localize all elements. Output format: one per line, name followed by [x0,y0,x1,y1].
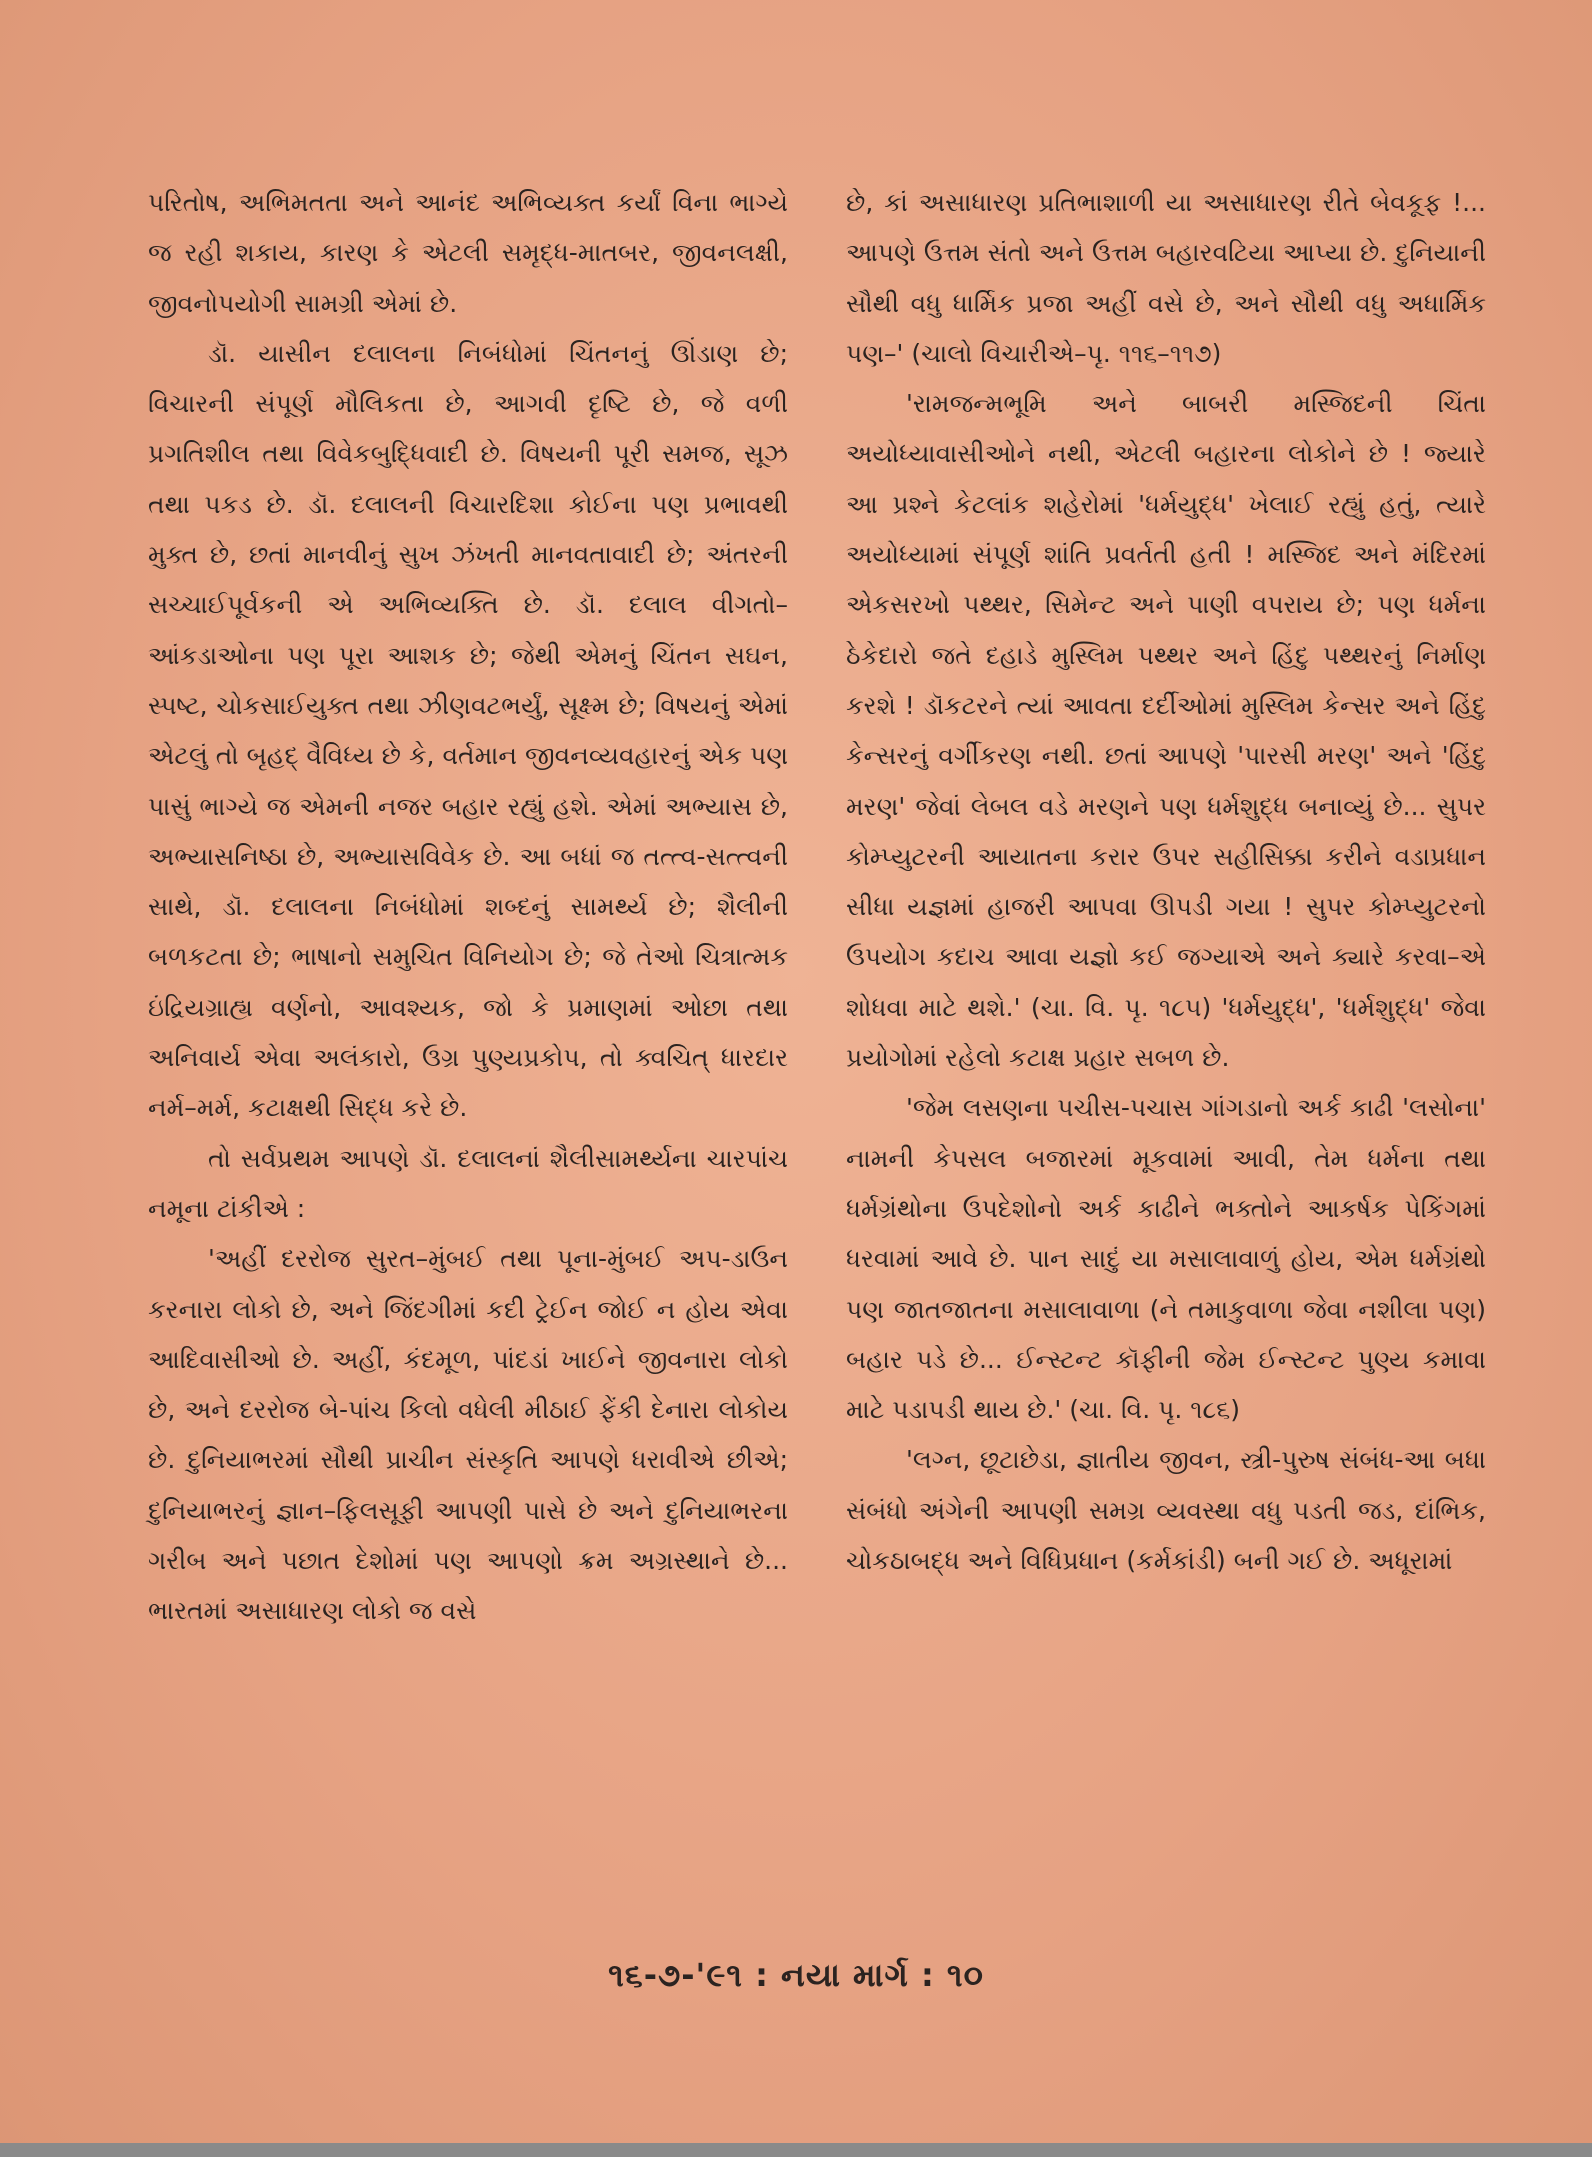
page-footer: ૧૬-૭-'૯૧ : નયા માર્ગ : ૧૦ [608,1956,984,1994]
paragraph: 'અહીં દરરોજ સુરત–મુંબઈ તથા પૂના-મુંબઈ અપ-ડાઉન કરનારા લોકો છે, અને જિંદગીમાં કદી ટ્રેઈન જોઈ ન હોય એવા આદિવાસીઓ છે. અહીં, કંદમૂળ, પાંદડાં ખાઈને જીવનારા લોકો છે, અને દરરોજ બે-પાંચ કિલો વધેલી મીઠાઈ ફેંકી દેનારા લોકોય છે. દુનિયાભરમાં સૌથી પ્રાચીન સંસ્કૃતિ આપણે ધરાવીએ છીએ; દુનિયાભરનું જ્ઞાન–ફિલસૂફી આપણી પાસે છે અને દુનિયાભરના ગરીબ અને પછાત દેશોમાં પણ આપણો ક્રમ અગ્રસ્થાને છે... ભારતમાં અસાધારણ લોકો જ વસે [148,1244,788,1626]
left-column [148,178,788,1637]
paragraph: પરિતોષ, અભિમતતા અને આનંદ અભિવ્યક્ત કર્યાં વિના ભાગ્યે જ રહી શકાય, કારણ કે એટલી સમૃદ્ધ-માતબર, જીવનલક્ષી, જીવનોપયોગી સામગ્રી એમાં છે. [148,188,788,318]
paragraph: છે, કાં અસાધારણ પ્રતિભાશાળી યા અસાધારણ રીતે બેવકૂફ !... આપણે ઉત્તમ સંતો અને ઉત્તમ બહારવટિયા આપ્યા છે. દુનિયાની સૌથી વધુ ધાર્મિક પ્રજા અહીં વસે છે, અને સૌથી વધુ અધાર્મિક પણ–' (ચાલો વિચારીએ–પૃ. ૧૧૬–૧૧૭) [846,188,1486,368]
paragraph: 'લગ્ન, છૂટાછેડા, જ્ઞાતીય જીવન, સ્ત્રી-પુરુષ સંબંધ-આ બધા સંબંધો અંગેની આપણી સમગ્ર વ્યવસ્થા વધુ પડતી જડ, દાંભિક, ચોકઠાબદ્ધ અને વિધિપ્રધાન (કર્મકાંડી) બની ગઈ છે. અધૂરામાં [846,1445,1486,1576]
paragraph: ડૉ. યાસીન દલાલના નિબંધોમાં ચિંતનનું ઊંડાણ છે; વિચારની સંપૂર્ણ મૌલિકતા છે, આગવી દૃષ્ટિ છે, જે વળી પ્રગતિશીલ તથા વિવેકબુદ્ધિવાદી છે. વિષયની પૂરી સમજ, સૂઝ તથા પકડ છે. ડૉ. દલાલની વિચારદિશા કોઈના પણ પ્રભાવથી મુક્ત છે, છતાં માનવીનું સુખ ઝંખતી માનવતાવાદી છે; અંતરની સચ્ચાઈપૂર્વકની એ અભિવ્યક્તિ છે. ડૉ. દલાલ વીગતો–આંકડાઓના પણ પૂરા આશક છે; જેથી એમનું ચિંતન સઘન, સ્પષ્ટ, ચોકસાઈયુક્ત તથા ઝીણવટભર્યું, સૂક્ષ્મ છે; વિષયનું એમાં એટલું તો બૃહદ્ વૈવિધ્ય છે કે, વર્તમાન જીવનવ્યવહારનું એક પણ પાસું ભાગ્યે જ એમની નજર બહાર રહ્યું હશે. એમાં અભ્યાસ છે, અભ્યાસનિષ્ઠા છે, અભ્યાસવિવેક છે. આ બધાં જ તત્ત્વ-સત્ત્વની સાથે, ડૉ. દલાલના નિબંધોમાં શબ્દનું સામર્થ્ય છે; શૈલીની બળકટતા છે; ભાષાનો સમુચિત વિનિયોગ છે; જે તેઓ ચિત્રાત્મક ઇંદ્રિયગ્રાહ્ય વર્ણનો, આવશ્યક, જો કે પ્રમાણમાં ઓછા તથા અનિવાર્ય એવા અલંકારો, ઉગ્ર પુણ્યપ્રકોપ, તો ક્વચિત્ ધારદાર નર્મ–મર્મ, કટાક્ષથી સિદ્ધ કરે છે. [148,338,788,1123]
right-column [846,178,1486,1586]
paragraph: 'રામજન્મભૂમિ અને બાબરી મસ્જિદની ચિંતા અયોધ્યાવાસીઓને નથી, એટલી બહારના લોકોને છે ! જ્યારે આ પ્રશ્ને કેટલાંક શહેરોમાં 'ધર્મયુદ્ધ' ખેલાઈ રહ્યું હતું, ત્યારે અયોધ્યામાં સંપૂર્ણ શાંતિ પ્રવર્તતી હતી ! મસ્જિદ અને મંદિરમાં એકસરખો પથ્થર, સિમેન્ટ અને પાણી વપરાય છે; પણ ધર્મના ઠેકેદારો જતે દહાડે મુસ્લિમ પથ્થર અને હિંદુ પથ્થરનું નિર્માણ કરશે ! ડૉકટરને ત્યાં આવતા દર્દીઓમાં મુસ્લિમ કેન્સર અને હિંદુ કેન્સરનું વર્ગીકરણ નથી. છતાં આપણે 'પારસી મરણ' અને 'હિંદુ મરણ' જેવાં લેબલ વડે મરણને પણ ધર્મશુદ્ધ બનાવ્યું છે... સુપર કોમ્પ્યુટરની આયાતના કરાર ઉપર સહીસિક્કા કરીને વડાપ્રધાન સીધા યજ્ઞમાં હાજરી આપવા ઊપડી ગયા ! સુપર કોમ્પ્યુટરનો ઉપયોગ કદાચ આવા યજ્ઞો કઈ જગ્યાએ અને ક્યારે કરવા–એ શોધવા માટે થશે.' (ચા. વિ. પૃ. ૧૮૫) 'ધર્મયુદ્ધ', 'ધર્મશુદ્ધ' જેવા પ્રયોગોમાં રહેલો કટાક્ષ પ્રહાર સબળ છે. [846,389,1486,1073]
paragraph: તો સર્વપ્રથમ આપણે ડૉ. દલાલનાં શૈલીસામર્થ્યના ચારપાંચ નમૂના ટાંકીએ : [148,1143,788,1223]
paragraph: 'જેમ લસણના પચીસ-પચાસ ગાંગડાનો અર્ક કાઢી 'લસોના' નામની કેપસલ બજારમાં મૂકવામાં આવી, તેમ ધર્મના તથા ધર્મગ્રંથોના ઉપદેશોનો અર્ક કાઢીને ભક્તોને આકર્ષક પેકિંગમાં ધરવામાં આવે છે. પાન સાદું યા મસાલાવાળું હોય, એમ ધર્મગ્રંથો પણ જાતજાતના મસાલાવાળા (ને તમાકુવાળા જેવા નશીલા પણ) બહાર પડે છે... ઈન્સ્ટન્ટ કૉફીની જેમ ઈન્સ્ટન્ટ પુણ્ય કમાવા માટે પડાપડી થાય છે.' (ચા. વિ. પૃ. ૧૮૬) [846,1093,1486,1425]
scan-edge [0,2143,1592,2157]
